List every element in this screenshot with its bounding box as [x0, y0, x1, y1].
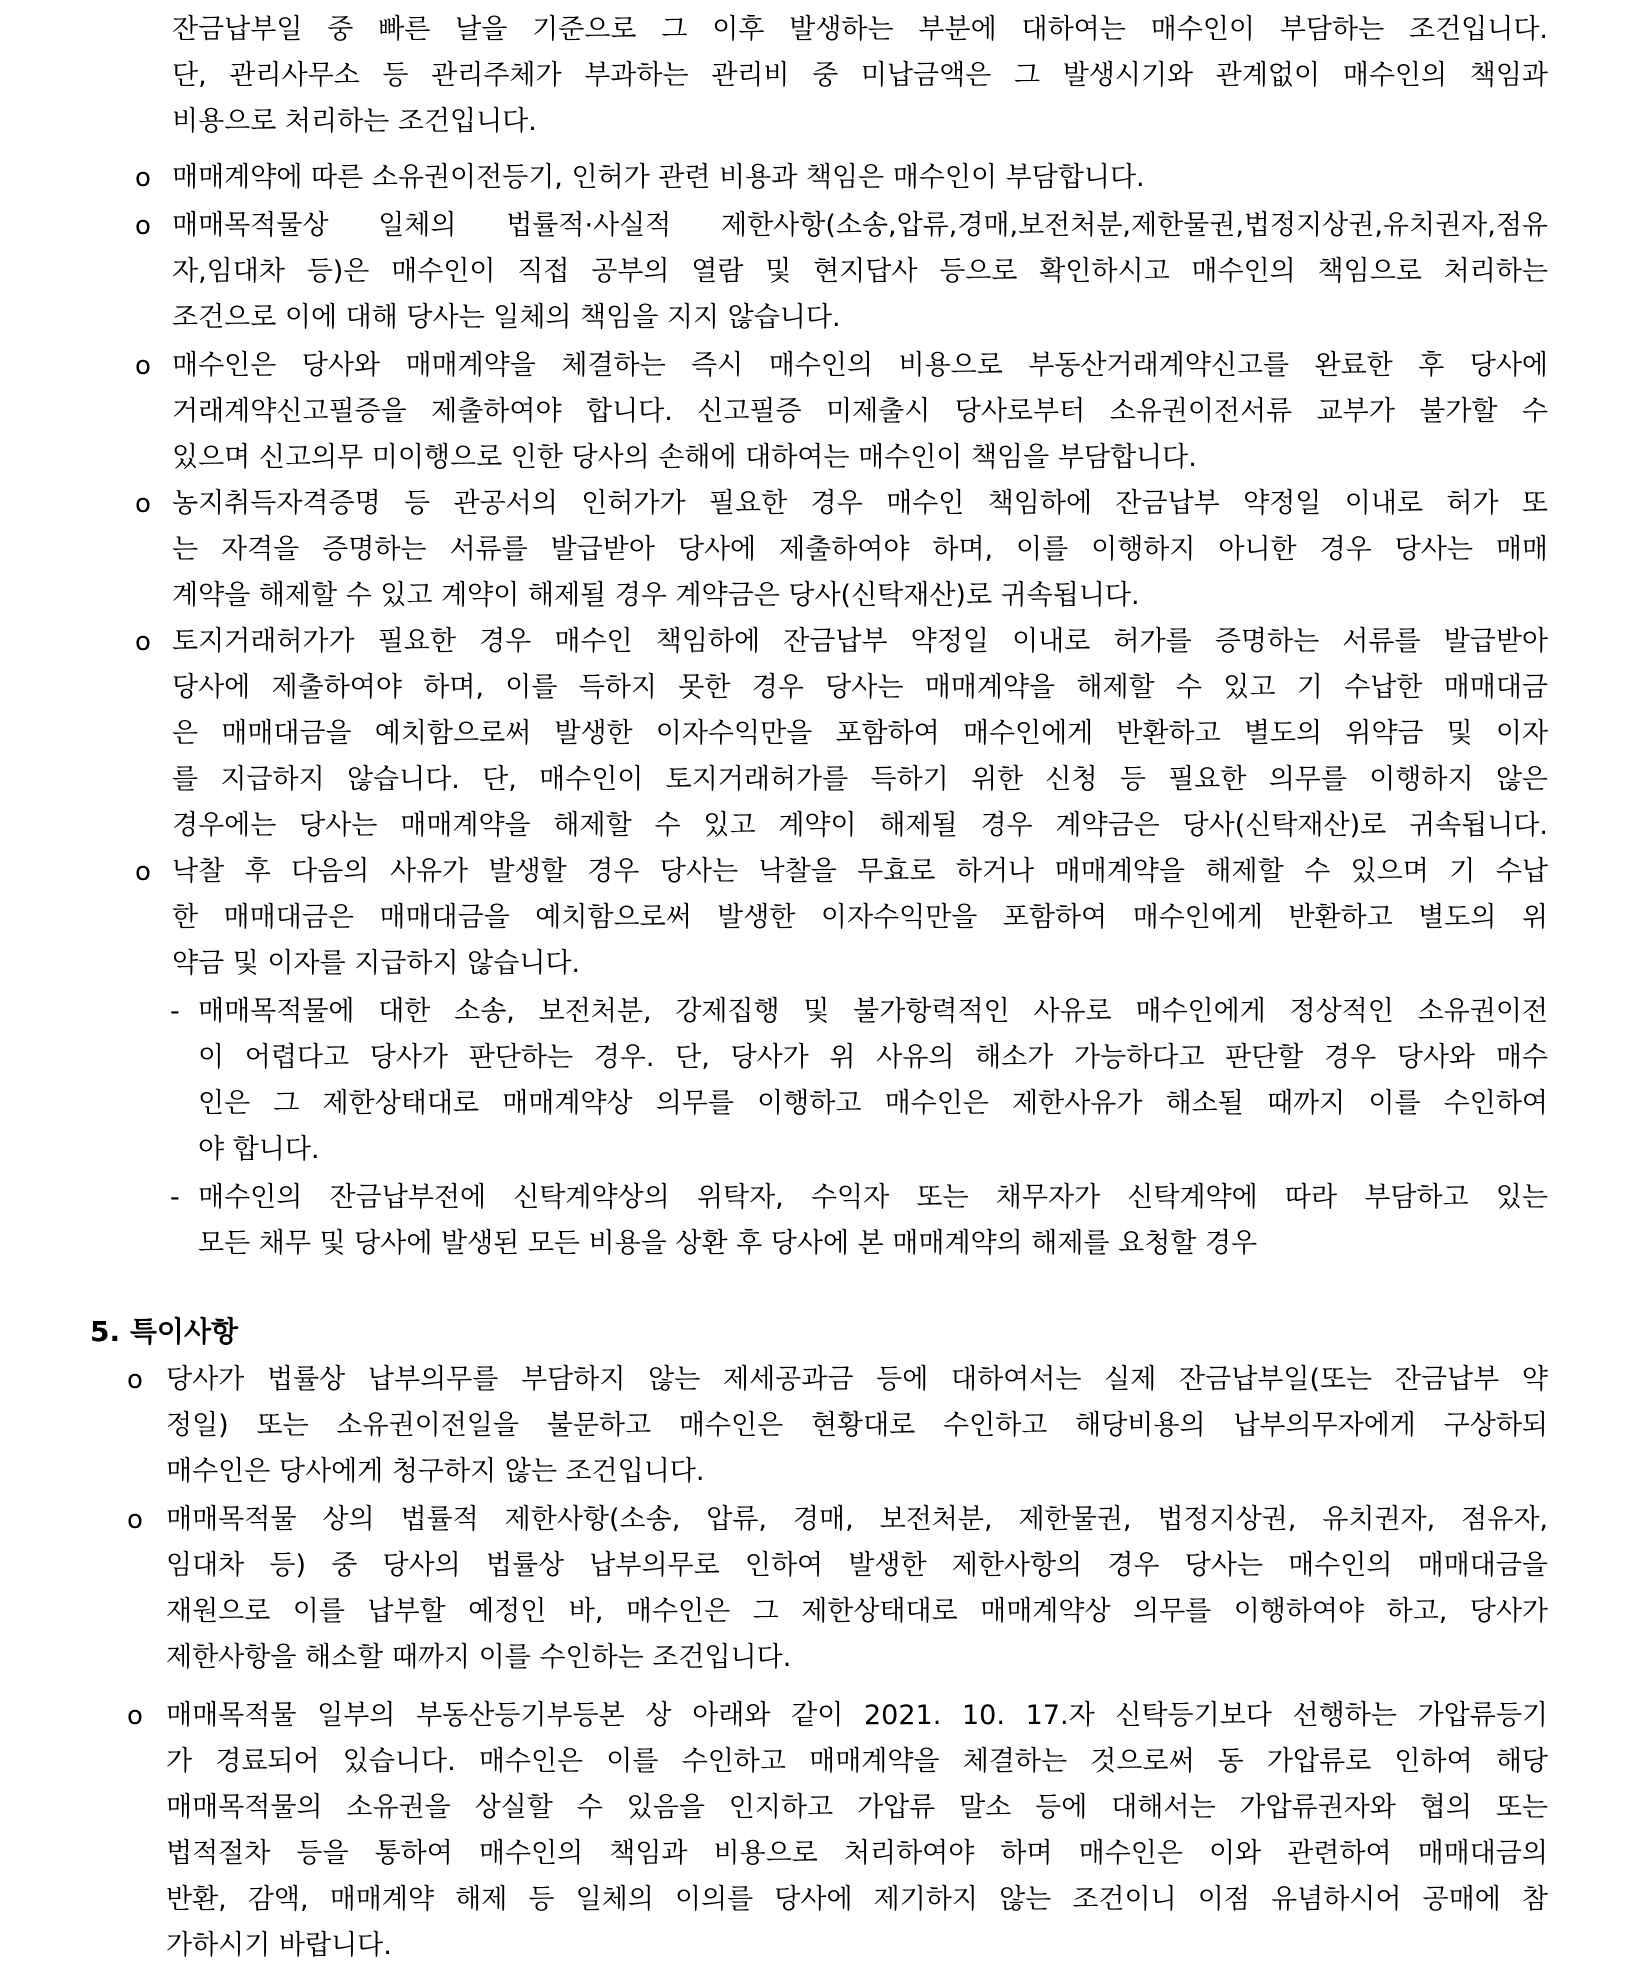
sub-item-2-line-1: 매수인의 잔금납부전에 신탁계약상의 위탁자, 수익자 또는 채무자가 신탁계약에 따라 부담하고 있는: [198, 1182, 1548, 1213]
sub-item-2-line-2: 모든 채무 및 당사에 발생된 모든 비용을 상환 후 당사에 본 매매계약의 해제를 요청할 경우: [198, 1228, 1258, 1259]
item-5-line-5: 경우에는 당사는 매매계약을 해제할 수 있고 계약이 해제될 경우 계약금은 당사(신탁재산)로 귀속됩니다.: [172, 810, 1548, 841]
item-3-line-3: 있으며 신고의무 미이행으로 인한 당사의 손해에 대하여는 매수인이 책임을 부담합니다.: [172, 442, 1197, 473]
s5-item-1-line-3: 매수인은 당사에게 청구하지 않는 조건입니다.: [166, 1456, 705, 1487]
bullet-marker: o: [135, 627, 151, 657]
intro-line-3: 비용으로 처리하는 조건입니다.: [172, 106, 537, 137]
item-6-line-3: 약금 및 이자를 지급하지 않습니다.: [172, 948, 581, 979]
bullet-marker: o: [127, 1505, 143, 1535]
item-6-line-2: 한 매매대금은 매매대금을 예치함으로써 발생한 이자수익만을 포함하여 매수인에게 반환하고 별도의 위: [172, 902, 1548, 933]
sub-item-1-line-2: 이 어렵다고 당사가 판단하는 경우. 단, 당사가 위 사유의 해소가 가능하다고 판단할 경우 당사와 매수: [198, 1042, 1548, 1073]
item-6-line-1: 낙찰 후 다음의 사유가 발생할 경우 당사는 낙찰을 무효로 하거나 매매계약을 해제할 수 있으며 기 수납: [172, 856, 1548, 887]
item-2-line-2: 자,임대차 등)은 매수인이 직접 공부의 열람 및 현지답사 등으로 확인하시고 매수인의 책임으로 처리하는: [172, 256, 1548, 287]
s5-item-3-line-1: 매매목적물 일부의 부동산등기부등본 상 아래와 같이 2021. 10. 17.자 신탁등기보다 선행하는 가압류등기: [166, 1700, 1548, 1731]
item-4-line-3: 계약을 해제할 수 있고 계약이 해제될 경우 계약금은 당사(신탁재산)로 귀속됩니다.: [172, 580, 1140, 611]
item-3-line-2: 거래계약신고필증을 제출하여야 합니다. 신고필증 미제출시 당사로부터 소유권이전서류 교부가 불가할 수: [172, 396, 1548, 427]
bullet-marker: o: [127, 1365, 143, 1395]
s5-item-2-line-2: 임대차 등) 중 당사의 법률상 납부의무로 인하여 발생한 제한사항의 경우 당사는 매수인의 매매대금을: [166, 1550, 1548, 1581]
item-5-line-1: 토지거래허가가 필요한 경우 매수인 책임하에 잔금납부 약정일 이내로 허가를 증명하는 서류를 발급받아: [172, 626, 1548, 657]
section-5-heading: 5. 특이사항: [90, 1315, 239, 1348]
item-5-line-3: 은 매매대금을 예치함으로써 발생한 이자수익만을 포함하여 매수인에게 반환하고 별도의 위약금 및 이자: [172, 718, 1548, 749]
intro-line-2: 단, 관리사무소 등 관리주체가 부과하는 관리비 중 미납금액은 그 발생시기와 관계없이 매수인의 책임과: [172, 60, 1548, 91]
dash-marker: -: [170, 1182, 180, 1213]
s5-item-2-line-4: 제한사항을 해소할 때까지 이를 수인하는 조건입니다.: [166, 1642, 792, 1673]
item-4-line-2: 는 자격을 증명하는 서류를 발급받아 당사에 제출하여야 하며, 이를 이행하지 아니한 경우 당사는 매매: [172, 534, 1548, 565]
item-2-line-1: 매매목적물상 일체의 법률적·사실적 제한사항(소송,압류,경매,보전처분,제한물권,법정지상권,유치권자,점유: [172, 210, 1548, 241]
bullet-marker: o: [127, 1701, 143, 1731]
item-2-line-3: 조건으로 이에 대해 당사는 일체의 책임을 지지 않습니다.: [172, 302, 841, 333]
dash-marker: -: [170, 996, 180, 1027]
bullet-marker: o: [135, 163, 151, 193]
sub-item-1-line-4: 야 합니다.: [198, 1134, 320, 1165]
s5-item-3-line-5: 반환, 감액, 매매계약 해제 등 일체의 이의를 당사에 제기하지 않는 조건이니 이점 유념하시어 공매에 참: [166, 1884, 1548, 1915]
bullet-marker: o: [135, 857, 151, 887]
item-5-line-2: 당사에 제출하여야 하며, 이를 득하지 못한 경우 당사는 매매계약을 해제할 수 있고 기 수납한 매매대금: [172, 672, 1548, 703]
sub-item-1-line-1: 매매목적물에 대한 소송, 보전처분, 강제집행 및 불가항력적인 사유로 매수인에게 정상적인 소유권이전: [198, 996, 1548, 1027]
bullet-marker: o: [135, 489, 151, 519]
intro-line-1: 잔금납부일 중 빠른 날을 기준으로 그 이후 발생하는 부분에 대하여는 매수인이 부담하는 조건입니다.: [172, 14, 1548, 45]
item-4-line-1: 농지취득자격증명 등 관공서의 인허가가 필요한 경우 매수인 책임하에 잔금납부 약정일 이내로 허가 또: [172, 488, 1548, 519]
s5-item-3-line-3: 매매목적물의 소유권을 상실할 수 있음을 인지하고 가압류 말소 등에 대해서는 가압류권자와 협의 또는: [166, 1792, 1548, 1823]
s5-item-1-line-1: 당사가 법률상 납부의무를 부담하지 않는 제세공과금 등에 대하여서는 실제 잔금납부일(또는 잔금납부 약: [166, 1364, 1548, 1395]
s5-item-3-line-2: 가 경료되어 있습니다. 매수인은 이를 수인하고 매매계약을 체결하는 것으로써 동 가압류로 인하여 해당: [166, 1746, 1548, 1777]
bullet-marker: o: [135, 351, 151, 381]
s5-item-2-line-1: 매매목적물 상의 법률적 제한사항(소송, 압류, 경매, 보전처분, 제한물권, 법정지상권, 유치권자, 점유자,: [166, 1504, 1548, 1535]
sub-item-1-line-3: 인은 그 제한상태대로 매매계약상 의무를 이행하고 매수인은 제한사유가 해소될 때까지 이를 수인하여: [198, 1088, 1548, 1119]
s5-item-2-line-3: 재원으로 이를 납부할 예정인 바, 매수인은 그 제한상태대로 매매계약상 의무를 이행하여야 하고, 당사가: [166, 1596, 1548, 1627]
item-1-line-1: 매매계약에 따른 소유권이전등기, 인허가 관련 비용과 책임은 매수인이 부담합니다.: [172, 162, 1145, 193]
item-5-line-4: 를 지급하지 않습니다. 단, 매수인이 토지거래허가를 득하기 위한 신청 등 필요한 의무를 이행하지 않은: [172, 764, 1548, 795]
s5-item-3-line-6: 가하시기 바랍니다.: [166, 1930, 392, 1961]
s5-item-3-line-4: 법적절차 등을 통하여 매수인의 책임과 비용으로 처리하여야 하며 매수인은 이와 관련하여 매매대금의: [166, 1838, 1548, 1869]
bullet-marker: o: [135, 211, 151, 241]
s5-item-1-line-2: 정일) 또는 소유권이전일을 불문하고 매수인은 현황대로 수인하고 해당비용의 납부의무자에게 구상하되: [166, 1410, 1548, 1441]
item-3-line-1: 매수인은 당사와 매매계약을 체결하는 즉시 매수인의 비용으로 부동산거래계약신고를 완료한 후 당사에: [172, 350, 1548, 381]
